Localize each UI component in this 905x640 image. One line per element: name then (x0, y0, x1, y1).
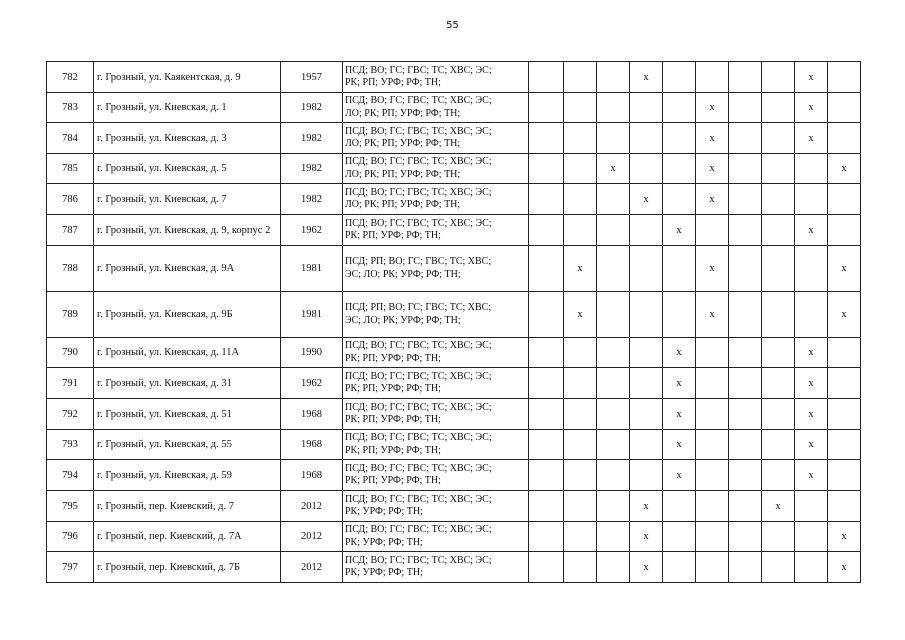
works-list-cell (343, 62, 529, 93)
address-cell: г. Грозный, пер. Киевский, д. 7А (94, 522, 281, 552)
mark-cell: x (630, 62, 663, 93)
mark-cell (795, 522, 828, 552)
mark-cell (529, 368, 564, 399)
mark-cell: x (663, 430, 696, 460)
mark-cell (630, 215, 663, 246)
mark-cell (564, 123, 597, 154)
mark-cell (828, 184, 861, 215)
mark-cell (828, 399, 861, 430)
mark-cell (663, 491, 696, 522)
table-row (47, 430, 861, 460)
table-row (47, 246, 861, 292)
works-line: ПСД; ВО; ГС; ГВС; ТС; ХВС; ЭС; (345, 554, 492, 566)
mark-cell (529, 552, 564, 583)
mark-cell (696, 522, 729, 552)
mark-cell: x (630, 184, 663, 215)
table-row (47, 184, 861, 215)
works-line: РК; УРФ; РФ; ТН; (345, 506, 423, 517)
mark-cell: x (828, 552, 861, 583)
mark-cell: x (663, 338, 696, 368)
mark-cell: x (630, 552, 663, 583)
mark-cell (729, 522, 762, 552)
works-line: ПСД; РП; ВО; ГС; ГВС; ТС; ХВС; (345, 302, 492, 313)
works-list-cell (343, 123, 529, 154)
mark-cell (696, 338, 729, 368)
mark-cell: x (630, 522, 663, 552)
row-number-cell: 790 (47, 338, 94, 368)
row-number-cell: 796 (47, 522, 94, 552)
works-line: РК; УРФ; РФ; ТН; (345, 567, 423, 578)
mark-cell (762, 430, 795, 460)
mark-cell (828, 62, 861, 93)
mark-cell (529, 430, 564, 460)
mark-cell: x (564, 292, 597, 338)
mark-cell (597, 430, 630, 460)
address-cell: г. Грозный, ул. Киевская, д. 9, корпус 2 (94, 215, 281, 246)
works-line: РК; РП; УРФ; РФ; ТН; (345, 475, 441, 486)
mark-cell (597, 552, 630, 583)
mark-cell (597, 215, 630, 246)
mark-cell (529, 399, 564, 430)
works-line: ПСД; ВО; ГС; ГВС; ТС; ХВС; ЭС; (345, 401, 492, 413)
mark-cell: x (762, 491, 795, 522)
table-row (47, 292, 861, 338)
mark-cell (529, 154, 564, 184)
mark-cell (729, 93, 762, 123)
mark-cell: x (663, 460, 696, 491)
works-line: РК; РП; УРФ; РФ; ТН; (345, 230, 441, 241)
mark-cell (729, 246, 762, 292)
mark-cell: x (795, 93, 828, 123)
mark-cell (828, 123, 861, 154)
mark-cell (630, 338, 663, 368)
mark-cell (663, 154, 696, 184)
works-list-cell (343, 292, 529, 338)
year-cell: 1981 (281, 292, 343, 338)
mark-cell: x (828, 522, 861, 552)
address-cell: г. Грозный, ул. Киевская, д. 1 (94, 93, 281, 123)
works-line: ПСД; ВО; ГС; ГВС; ТС; ХВС; ЭС; (345, 432, 492, 443)
mark-cell (597, 93, 630, 123)
mark-cell (529, 93, 564, 123)
works-line: ЭС; ЛО; РК; УРФ; РФ; ТН; (345, 314, 461, 326)
mark-cell: x (597, 154, 630, 184)
row-number-cell: 794 (47, 460, 94, 491)
table-row (47, 154, 861, 184)
table-row (47, 338, 861, 368)
year-cell: 1990 (281, 338, 343, 368)
works-list-cell (343, 184, 529, 215)
year-cell: 2012 (281, 522, 343, 552)
mark-cell (630, 154, 663, 184)
works-list-cell (343, 215, 529, 246)
address-cell: г. Грозный, ул. Киевская, д. 11А (94, 338, 281, 368)
works-line: ПСД; ВО; ГС; ГВС; ТС; ХВС; ЭС; (345, 186, 492, 198)
works-list-cell (343, 399, 529, 430)
mark-cell (564, 184, 597, 215)
mark-cell (597, 522, 630, 552)
works-line: РК; РП; УРФ; РФ; ТН; (345, 444, 441, 456)
mark-cell (663, 184, 696, 215)
mark-cell (828, 491, 861, 522)
mark-cell (597, 62, 630, 93)
mark-cell (597, 246, 630, 292)
mark-cell (597, 399, 630, 430)
mark-cell: x (828, 246, 861, 292)
works-line: ЛО; РК; РП; УРФ; РФ; ТН; (345, 199, 461, 210)
mark-cell (762, 292, 795, 338)
mark-cell (630, 246, 663, 292)
mark-cell (729, 491, 762, 522)
mark-cell: x (630, 491, 663, 522)
mark-cell (696, 399, 729, 430)
mark-cell (828, 215, 861, 246)
mark-cell (696, 215, 729, 246)
mark-cell (597, 184, 630, 215)
works-list-cell (343, 93, 529, 123)
works-line: ПСД; РП; ВО; ГС; ГВС; ТС; ХВС; (345, 256, 492, 267)
mark-cell (828, 368, 861, 399)
mark-cell (529, 246, 564, 292)
mark-cell (729, 399, 762, 430)
works-line: ПСД; ВО; ГС; ГВС; ТС; ХВС; ЭС; (345, 125, 492, 137)
mark-cell (729, 338, 762, 368)
table-row (47, 552, 861, 583)
mark-cell (564, 491, 597, 522)
works-line: ПСД; ВО; ГС; ГВС; ТС; ХВС; ЭС; (345, 462, 492, 474)
mark-cell: x (795, 368, 828, 399)
works-line: ЛО; РК; РП; УРФ; РФ; ТН; (345, 138, 461, 149)
mark-cell: x (663, 399, 696, 430)
works-line: ЛО; РК; РП; УРФ; РФ; ТН; (345, 168, 461, 180)
mark-cell (564, 430, 597, 460)
mark-cell (696, 368, 729, 399)
address-cell: г. Грозный, ул. Киевская, д. 9Б (94, 292, 281, 338)
table-row (47, 62, 861, 93)
mark-cell (762, 62, 795, 93)
page-number: 55 (446, 20, 459, 31)
mark-cell (597, 123, 630, 154)
works-line: ЭС; ЛО; РК; УРФ; РФ; ТН; (345, 268, 461, 280)
mark-cell (729, 430, 762, 460)
mark-cell (729, 215, 762, 246)
mark-cell: x (696, 154, 729, 184)
year-cell: 1962 (281, 368, 343, 399)
mark-cell (564, 62, 597, 93)
mark-cell (729, 62, 762, 93)
mark-cell: x (696, 246, 729, 292)
works-line: РК; РП; УРФ; РФ; ТН; (345, 77, 441, 88)
works-list-cell (343, 246, 529, 292)
mark-cell (795, 552, 828, 583)
works-line: ПСД; ВО; ГС; ГВС; ТС; ХВС; ЭС; (345, 156, 492, 167)
table-row (47, 491, 861, 522)
row-number-cell: 783 (47, 93, 94, 123)
mark-cell (630, 93, 663, 123)
works-line: ПСД; ВО; ГС; ГВС; ТС; ХВС; ЭС; (345, 340, 492, 351)
mark-cell (663, 62, 696, 93)
mark-cell (630, 368, 663, 399)
mark-cell: x (795, 430, 828, 460)
row-number-cell: 797 (47, 552, 94, 583)
mark-cell (795, 491, 828, 522)
mark-cell (729, 552, 762, 583)
works-line: ПСД; ВО; ГС; ГВС; ТС; ХВС; ЭС; (345, 493, 492, 505)
mark-cell (597, 368, 630, 399)
row-number-cell: 789 (47, 292, 94, 338)
year-cell: 1982 (281, 154, 343, 184)
mark-cell (762, 522, 795, 552)
mark-cell (762, 246, 795, 292)
row-number-cell: 795 (47, 491, 94, 522)
mark-cell: x (828, 292, 861, 338)
mark-cell (564, 399, 597, 430)
mark-cell (729, 292, 762, 338)
address-cell: г. Грозный, ул. Киевская, д. 51 (94, 399, 281, 430)
mark-cell (828, 93, 861, 123)
works-line: ПСД; ВО; ГС; ГВС; ТС; ХВС; ЭС; (345, 524, 492, 535)
mark-cell (597, 338, 630, 368)
works-line: ПСД; ВО; ГС; ГВС; ТС; ХВС; ЭС; (345, 370, 492, 382)
works-line: ПСД; ВО; ГС; ГВС; ТС; ХВС; ЭС; (345, 95, 492, 106)
table-row (47, 215, 861, 246)
year-cell: 1968 (281, 460, 343, 491)
mark-cell: x (795, 338, 828, 368)
mark-cell (529, 338, 564, 368)
mark-cell (762, 460, 795, 491)
mark-cell (762, 184, 795, 215)
works-line: РК; РП; УРФ; РФ; ТН; (345, 383, 441, 394)
works-line: РК; УРФ; РФ; ТН; (345, 536, 423, 548)
mark-cell: x (828, 154, 861, 184)
works-line: ЛО; РК; РП; УРФ; РФ; ТН; (345, 107, 461, 119)
year-cell: 1981 (281, 246, 343, 292)
mark-cell (729, 123, 762, 154)
mark-cell (696, 62, 729, 93)
mark-cell (663, 123, 696, 154)
mark-cell (564, 338, 597, 368)
mark-cell (630, 460, 663, 491)
mark-cell (630, 399, 663, 430)
mark-cell (597, 292, 630, 338)
mark-cell (597, 491, 630, 522)
mark-cell: x (696, 93, 729, 123)
mark-cell (529, 123, 564, 154)
mark-cell (762, 338, 795, 368)
mark-cell (795, 154, 828, 184)
mark-cell (729, 154, 762, 184)
mark-cell: x (663, 368, 696, 399)
mark-cell (762, 399, 795, 430)
row-number-cell: 787 (47, 215, 94, 246)
mark-cell (529, 460, 564, 491)
mark-cell (529, 184, 564, 215)
mark-cell (564, 522, 597, 552)
mark-cell (828, 460, 861, 491)
address-cell: г. Грозный, пер. Киевский, д. 7Б (94, 552, 281, 583)
mark-cell (729, 368, 762, 399)
mark-cell: x (696, 184, 729, 215)
address-cell: г. Грозный, ул. Киевская, д. 9А (94, 246, 281, 292)
works-list-cell (343, 460, 529, 491)
row-number-cell: 793 (47, 430, 94, 460)
mark-cell (828, 430, 861, 460)
mark-cell (762, 154, 795, 184)
year-cell: 1982 (281, 93, 343, 123)
mark-cell (696, 430, 729, 460)
table-row (47, 93, 861, 123)
works-line: ПСД; ВО; ГС; ГВС; ТС; ХВС; ЭС; (345, 217, 492, 229)
address-cell: г. Грозный, ул. Киевская, д. 31 (94, 368, 281, 399)
address-cell: г. Грозный, ул. Каякентская, д. 9 (94, 62, 281, 93)
mark-cell: x (795, 460, 828, 491)
works-list-cell (343, 491, 529, 522)
mark-cell (696, 552, 729, 583)
works-list-cell (343, 368, 529, 399)
address-cell: г. Грозный, ул. Киевская, д. 3 (94, 123, 281, 154)
mark-cell (762, 368, 795, 399)
mark-cell (663, 552, 696, 583)
works-line: РК; РП; УРФ; РФ; ТН; (345, 352, 441, 364)
mark-cell: x (564, 246, 597, 292)
mark-cell (795, 246, 828, 292)
mark-cell: x (795, 215, 828, 246)
address-cell: г. Грозный, ул. Киевская, д. 59 (94, 460, 281, 491)
mark-cell (630, 292, 663, 338)
mark-cell (795, 184, 828, 215)
works-list-cell (343, 430, 529, 460)
mark-cell (663, 522, 696, 552)
works-list-cell (343, 552, 529, 583)
mark-cell: x (795, 123, 828, 154)
mark-cell (828, 338, 861, 368)
mark-cell (529, 491, 564, 522)
year-cell: 1968 (281, 399, 343, 430)
mark-cell (630, 123, 663, 154)
row-number-cell: 782 (47, 62, 94, 93)
year-cell: 1968 (281, 430, 343, 460)
mark-cell: x (795, 62, 828, 93)
row-number-cell: 784 (47, 123, 94, 154)
address-cell: г. Грозный, ул. Киевская, д. 55 (94, 430, 281, 460)
mark-cell (762, 123, 795, 154)
row-number-cell: 792 (47, 399, 94, 430)
mark-cell (762, 215, 795, 246)
mark-cell (795, 292, 828, 338)
works-line: ПСД; ВО; ГС; ГВС; ТС; ХВС; ЭС; (345, 64, 492, 76)
mark-cell (564, 215, 597, 246)
mark-cell (762, 93, 795, 123)
mark-cell (762, 552, 795, 583)
year-cell: 1962 (281, 215, 343, 246)
mark-cell: x (795, 399, 828, 430)
table-row (47, 522, 861, 552)
works-list-cell (343, 522, 529, 552)
mark-cell (529, 522, 564, 552)
row-number-cell: 786 (47, 184, 94, 215)
mark-cell: x (696, 292, 729, 338)
table-body (47, 62, 861, 583)
mark-cell (564, 460, 597, 491)
mark-cell (696, 491, 729, 522)
address-cell: г. Грозный, ул. Киевская, д. 7 (94, 184, 281, 215)
address-cell: г. Грозный, ул. Киевская, д. 5 (94, 154, 281, 184)
mark-cell (529, 292, 564, 338)
table-row (47, 460, 861, 491)
mark-cell: x (663, 215, 696, 246)
table-row (47, 123, 861, 154)
mark-cell (564, 93, 597, 123)
mark-cell: x (696, 123, 729, 154)
mark-cell (564, 154, 597, 184)
row-number-cell: 785 (47, 154, 94, 184)
mark-cell (630, 430, 663, 460)
works-list-cell (343, 338, 529, 368)
housing-table (46, 61, 861, 583)
mark-cell (663, 93, 696, 123)
mark-cell (529, 215, 564, 246)
works-line: РК; РП; УРФ; РФ; ТН; (345, 414, 441, 425)
mark-cell (564, 552, 597, 583)
year-cell: 2012 (281, 552, 343, 583)
table-row (47, 399, 861, 430)
year-cell: 1982 (281, 184, 343, 215)
row-number-cell: 791 (47, 368, 94, 399)
mark-cell (529, 62, 564, 93)
year-cell: 1957 (281, 62, 343, 93)
address-cell: г. Грозный, пер. Киевский, д. 7 (94, 491, 281, 522)
mark-cell (729, 460, 762, 491)
works-list-cell (343, 154, 529, 184)
mark-cell (729, 184, 762, 215)
mark-cell (663, 292, 696, 338)
mark-cell (663, 246, 696, 292)
mark-cell (564, 368, 597, 399)
year-cell: 1982 (281, 123, 343, 154)
mark-cell (597, 460, 630, 491)
mark-cell (696, 460, 729, 491)
table-row (47, 368, 861, 399)
row-number-cell: 788 (47, 246, 94, 292)
year-cell: 2012 (281, 491, 343, 522)
